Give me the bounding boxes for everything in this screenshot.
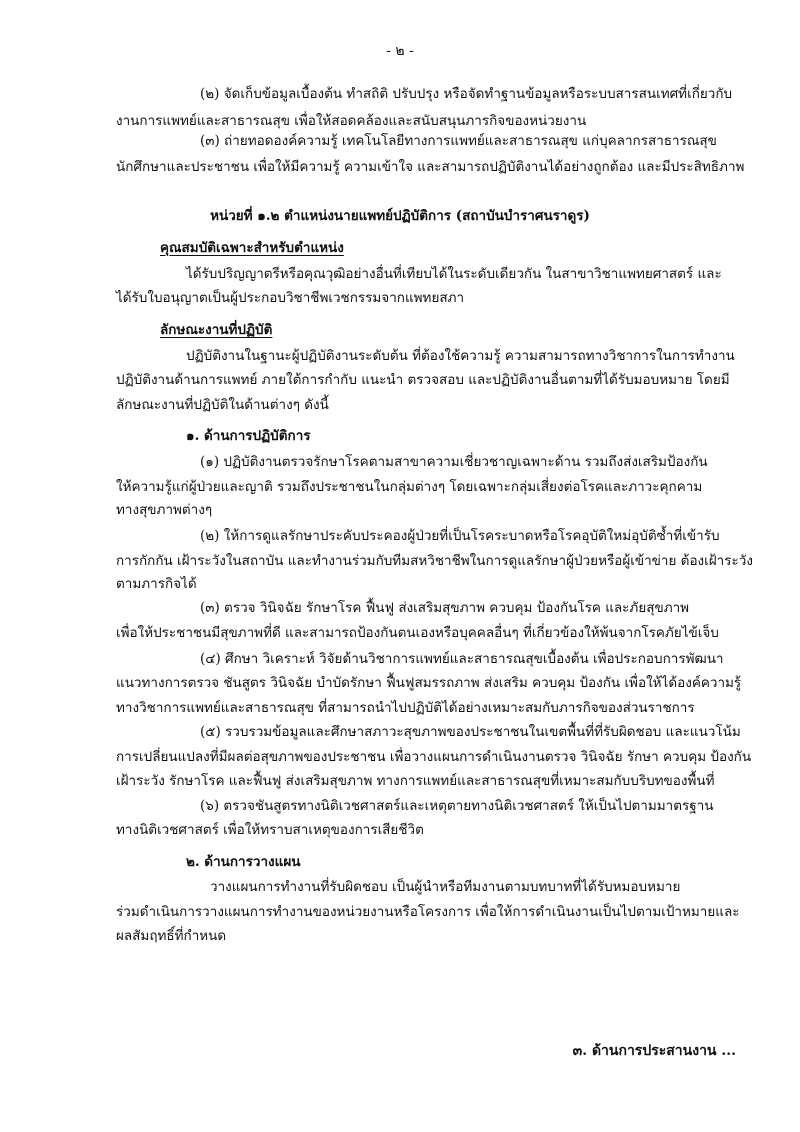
operations-item-6-line-1: (๖) ตรวจชันสูตรทางนิติเวชศาสตร์และเหตุตายทางนิติเวชศาสตร์ ให้เป็นไปตามมาตรฐาน [200, 798, 714, 814]
operations-item-5-line-1: (๕) รวบรวมข้อมูลและศึกษาสภาวะสุขภาพของประชาชนในเขตพื้นที่ที่รับผิดชอบ และแนวโน้ม [200, 724, 741, 740]
operations-item-4-line-2: แนวทางการตรวจ ชันสูตร วินิจฉัย บำบัดรักษา ฟื้นฟูสมรรถภาพ ส่งเสริม ควบคุม ป้องกัน เพื่อให้ได้องค์ความรู้ [116, 675, 742, 691]
operations-item-5-line-3: เฝ้าระวัง รักษาโรค และฟื้นฟู ส่งเสริมสุขภาพ ทางการแพทย์และสาธารณสุขที่เหมาะสมกับบริบทของพื้นที่ [116, 773, 715, 789]
planning-line-2: ร่วมดำเนินการวางแผนการทำงานของหน่วยงานหรือโครงการ เพื่อให้การดำเนินงานเป็นไปตามเป้าหมายและ [116, 904, 740, 920]
qualification-line-2: ได้รับใบอนุญาตเป็นผู้ประกอบวิชาชีพเวชกรรมจากแพทยสภา [116, 290, 465, 306]
intro-item-3-line-2: นักศึกษาและประชาชน เพื่อให้มีความรู้ ความเข้าใจ และสามารถปฏิบัติงานได้อย่างถูกต้อง และมีประสิทธิภาพ [116, 159, 745, 175]
operations-item-3-line-1: (๓) ตรวจ วินิจฉัย รักษาโรค ฟื้นฟู ส่งเสริมสุขภาพ ควบคุม ป้องกันโรค และภัยสุขภาพ [200, 600, 690, 616]
operations-item-3-line-2: เพื่อให้ประชาชนมีสุขภาพที่ดี และสามารถป้องกันตนเองหรือบุคคลอื่นๆ ที่เกี่ยวข้องให้พ้นจากโรคภัยไข้เจ็บ [116, 625, 719, 641]
operations-heading: ๑. ด้านการปฏิบัติการ [186, 428, 311, 444]
qualification-heading: คุณสมบัติเฉพาะสำหรับตำแหน่ง [160, 240, 344, 256]
operations-item-2-line-3: ตามภารกิจได้ [116, 576, 197, 592]
operations-item-4-line-3: ทางวิชาการแพทย์และสาธารณสุข ที่สามารถนำไปปฏิบัติได้อย่างเหมาะสมกับภารกิจของส่วนราชการ [116, 700, 695, 716]
planning-heading: ๒. ด้านการวางแผน [186, 854, 301, 870]
job-nature-line-3: ลักษณะงานที่ปฏิบัติในด้านต่างๆ ดังนี้ [116, 397, 329, 413]
intro-item-3-line-1: (๓) ถ่ายทอดองค์ความรู้ เทคโนโลยีทางการแพทย์และสาธารณสุข แก่บุคลากรสาธารณสุข [200, 133, 717, 149]
operations-item-1-line-2: ให้ความรู้แก่ผู้ป่วยและญาติ รวมถึงประชาชนในกลุ่มต่างๆ โดยเฉพาะกลุ่มเสี่ยงต่อโรคและภาวะคุกคาม [116, 479, 703, 495]
intro-item-2-line-2: งานการแพทย์และสาธารณสุข เพื่อให้สอดคล้องและสนับสนุนภารกิจของหน่วยงาน [116, 113, 587, 129]
planning-line-1: วางแผนการทำงานที่รับผิดชอบ เป็นผู้นำหรือทีมงานตามบทบาทที่ได้รับหมอบหมาย [210, 879, 681, 895]
intro-item-2-line-1: (๒) จัดเก็บข้อมูลเบื้องต้น ทำสถิติ ปรับปรุง หรือจัดทำฐานข้อมูลหรือระบบสารสนเทศที่เกี่ยวกับ [200, 86, 733, 102]
operations-item-1-line-1: (๑) ปฏิบัติงานตรวจรักษาโรคตามสาขาความเชี่ยวชาญเฉพาะด้าน รวมถึงส่งเสริมป้องกัน [200, 454, 708, 470]
planning-line-3: ผลสัมฤทธิ์ที่กำหนด [116, 928, 227, 944]
operations-item-6-line-2: ทางนิติเวชศาสตร์ เพื่อให้ทราบสาเหตุของการเสียชีวิต [116, 822, 424, 838]
operations-item-1-line-3: ทางสุขภาพต่างๆ [116, 502, 213, 518]
next-section-marker: ๓. ด้านการประสานงาน ... [572, 1043, 736, 1059]
job-nature-line-2: ปฏิบัติงานด้านการแพทย์ ภายใต้การกำกับ แนะนำ ตรวจสอบ และปฏิบัติงานอื่นตามที่ได้รับมอบหมาย โดยมี [116, 372, 730, 388]
operations-item-5-line-2: การเปลี่ยนแปลงที่มีผลต่อสุขภาพของประชาชน เพื่อวางแผนการดำเนินงานตรวจ วินิจฉัย รักษา ควบคุม ป้องกัน [116, 749, 752, 765]
qualification-line-1: ได้รับปริญญาตรีหรือคุณวุฒิอย่างอื่นที่เทียบได้ในระดับเดียวกัน ในสาขาวิชาแพทยศาสตร์ และ [186, 266, 722, 282]
page-number: - ๒ - [386, 43, 414, 59]
unit-title: หน่วยที่ ๑.๒ ตำแหน่งนายแพทย์ปฏิบัติการ (สถาบันบำราศนราดูร) [210, 208, 590, 224]
job-nature-heading: ลักษณะงานที่ปฏิบัติ [160, 322, 273, 338]
operations-item-2-line-1: (๒) ให้การดูแลรักษาประคับประคองผู้ป่วยที่เป็นโรคระบาดหรือโรคอุบัติใหม่อุบัติซ้ำที่เข้ารับ [200, 528, 720, 544]
operations-item-2-line-2: การกักกัน เฝ้าระวังในสถาบัน และทำงานร่วมกับทีมสหวิชาชีพในการดูแลรักษาผู้ป่วยหรือผู้เข้าข่าย ต้องเฝ้าระวัง [116, 553, 753, 569]
job-nature-line-1: ปฏิบัติงานในฐานะผู้ปฏิบัติงานระดับต้น ที่ต้องใช้ความรู้ ความสามารถทางวิชาการในการทำงาน [186, 348, 735, 364]
operations-item-4-line-1: (๔) ศึกษา วิเคราะห์ วิจัยด้านวิชาการแพทย์และสาธารณสุขเบื้องต้น เพื่อประกอบการพัฒนา [200, 651, 724, 667]
